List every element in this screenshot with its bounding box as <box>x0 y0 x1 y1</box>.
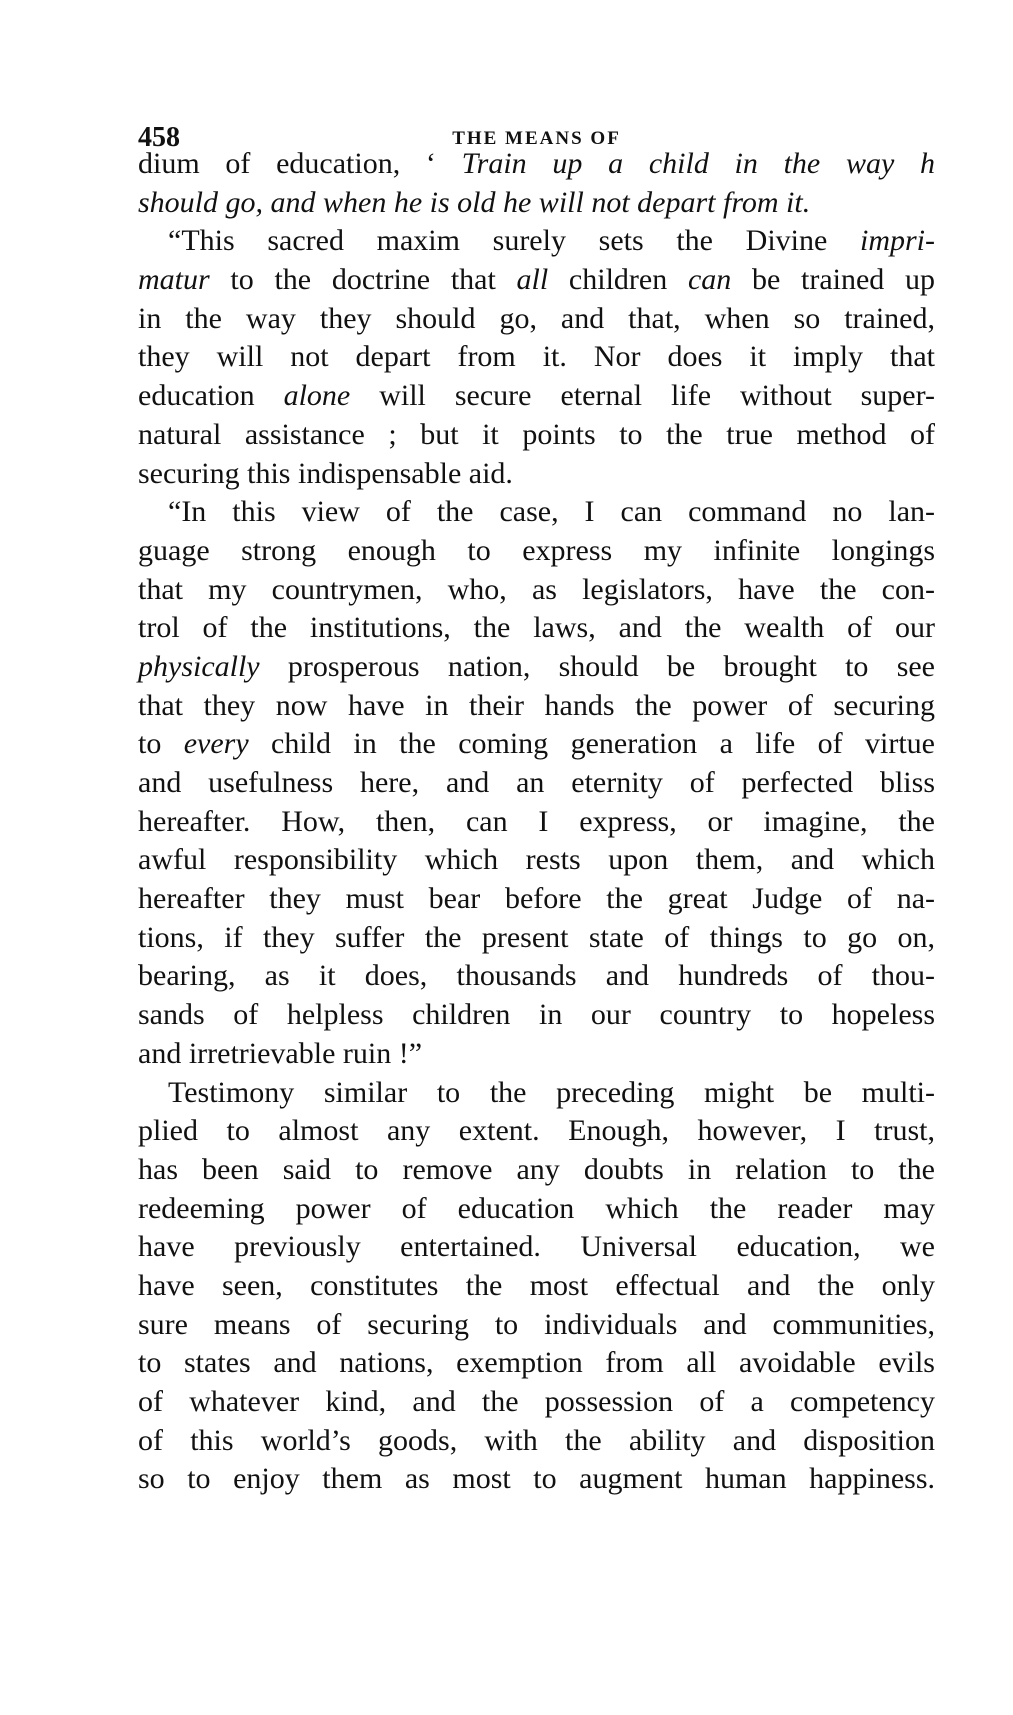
text-line <box>138 145 935 184</box>
text-line <box>138 725 935 764</box>
text-segment: have previously entertained. Universal education, we <box>138 1230 935 1264</box>
text-line <box>138 687 935 726</box>
text-segment: securing this indispensable aid. <box>138 456 513 490</box>
text-line <box>138 1383 935 1422</box>
text-segment: so to enjoy them as most to augment human happiness. <box>138 1462 935 1496</box>
running-title: THE MEANS OF <box>452 128 621 149</box>
text-segment: redeeming power of education which the reader may <box>138 1191 935 1225</box>
text-segment: hereafter they must bear before the great Judge of na- <box>138 882 935 916</box>
text-line <box>138 1190 935 1229</box>
text-line <box>138 648 935 687</box>
text-line <box>138 1306 935 1345</box>
text-segment: will secure eternal life without super- <box>350 379 935 413</box>
text-line <box>138 764 935 803</box>
text-line <box>138 493 935 532</box>
text-segment: and irretrievable ruin !” <box>138 1036 423 1070</box>
text-segment: that they now have in their hands the power of securing <box>138 688 935 722</box>
text-line <box>138 1074 935 1113</box>
text-line <box>138 957 935 996</box>
text-line <box>138 338 935 377</box>
text-segment: prosperous nation, should be brought to see <box>259 649 935 683</box>
text-segment: in the way they should go, and that, when so trained, <box>138 301 935 335</box>
text-segment: and usefulness here, and an eternity of perfected bliss <box>138 766 935 799</box>
italic-text: can <box>687 263 732 297</box>
text-segment: dium of education, ‘ <box>138 147 462 180</box>
text-line <box>138 1228 935 1267</box>
text-segment: to <box>138 727 184 761</box>
text-segment: hereafter. How, then, can I express, or imagine, the <box>138 804 935 838</box>
text-line <box>138 1422 935 1461</box>
text-segment: Testimony similar to the preceding might be multi- <box>168 1075 935 1109</box>
text-line <box>138 184 935 223</box>
text-segment: plied to almost any extent. Enough, however, I trust, <box>138 1114 935 1148</box>
text-line <box>138 532 935 571</box>
text-segment: education <box>138 379 284 413</box>
text-segment: trol of the institutions, the laws, and the wealth of our <box>138 611 935 645</box>
italic-text: every <box>183 727 249 761</box>
italic-text: should go, and when he is old he will not depart from it. <box>138 185 811 219</box>
text-line <box>138 841 935 880</box>
text-segment: sands of helpless children in our country to hopeless <box>138 998 935 1032</box>
italic-text: Train up a child in the way h <box>461 147 935 180</box>
text-segment: “In this view of the case, I can command no lan- <box>168 495 935 529</box>
text-line <box>138 1035 935 1074</box>
text-segment: of whatever kind, and the possession of a competency <box>138 1385 935 1418</box>
text-line <box>138 222 935 261</box>
text-segment: children <box>548 263 688 297</box>
text-line <box>138 919 935 958</box>
italic-text: impri- <box>860 224 935 258</box>
text-segment: natural assistance ; but it points to the true method of <box>138 417 935 451</box>
text-line <box>138 880 935 919</box>
page-body-text <box>138 145 935 1499</box>
text-segment: be trained up <box>731 263 936 297</box>
text-segment: they will not depart from it. Nor does it imply that <box>138 340 935 374</box>
text-line <box>138 261 935 300</box>
text-line <box>138 1344 935 1383</box>
text-line <box>138 1267 935 1306</box>
text-segment: of this world’s goods, with the ability and disposition <box>138 1423 935 1457</box>
text-line <box>138 455 935 494</box>
text-line <box>138 609 935 648</box>
text-line <box>138 1151 935 1190</box>
text-segment: “This sacred maxim surely sets the Divine <box>168 224 860 258</box>
italic-text: all <box>516 263 549 297</box>
text-segment: sure means of securing to individuals and communities, <box>138 1307 935 1341</box>
text-segment: bearing, as it does, thousands and hundreds of thou- <box>138 959 935 993</box>
text-segment: awful responsibility which rests upon them, and which <box>138 843 935 877</box>
text-line <box>138 803 935 842</box>
italic-text: matur <box>138 263 210 297</box>
text-line <box>138 996 935 1035</box>
text-line <box>138 571 935 610</box>
text-line <box>138 416 935 455</box>
text-segment: have seen, constitutes the most effectual and the only <box>138 1268 935 1302</box>
text-segment: that my countrymen, who, as legislators, have the con- <box>138 572 935 606</box>
text-line <box>138 1460 935 1499</box>
text-segment: to the doctrine that <box>209 263 517 297</box>
text-segment: has been said to remove any doubts in relation to the <box>138 1152 935 1186</box>
text-segment: to states and nations, exemption from all avoidable evils <box>138 1346 935 1380</box>
text-segment: guage strong enough to express my infinite longings <box>138 533 935 567</box>
text-line <box>138 377 935 416</box>
page-number: 458 <box>138 122 180 153</box>
text-segment: tions, if they suffer the present state of things to go on, <box>138 920 935 954</box>
text-line <box>138 1112 935 1151</box>
text-segment: child in the coming generation a life of virtue <box>248 727 935 761</box>
text-line <box>138 300 935 339</box>
italic-text: alone <box>283 379 351 413</box>
italic-text: physically <box>138 649 260 683</box>
